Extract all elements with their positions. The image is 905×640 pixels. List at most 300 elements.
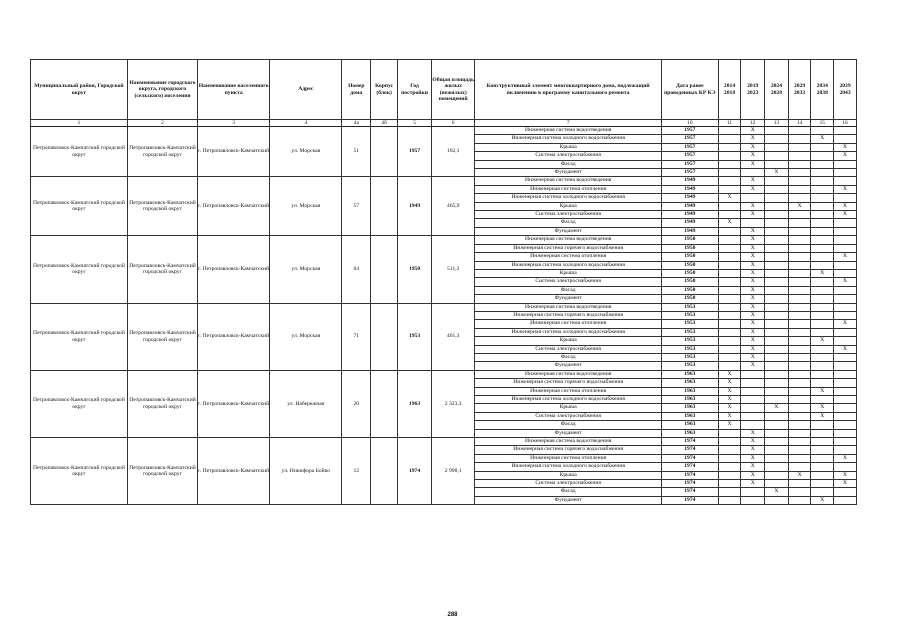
column-number: 4 [270, 120, 342, 127]
element-name-cell: Система электроснабжения [475, 480, 662, 488]
period-mark-cell [741, 387, 765, 395]
element-name-cell: Инженерная система горячего водоснабжения [475, 446, 662, 454]
period-mark-cell [811, 185, 834, 193]
period-mark-cell: X [811, 387, 834, 395]
period-mark-cell [834, 362, 857, 370]
block-cell [371, 177, 398, 236]
period-mark-cell: X [811, 135, 834, 143]
area-cell: 461,3 [432, 303, 475, 370]
period-mark-cell [765, 227, 789, 235]
element-name-cell: Инженерная система холодного водоснабжения [475, 396, 662, 404]
period-mark-cell [834, 269, 857, 277]
period-mark-cell [788, 370, 811, 378]
period-mark-cell [765, 421, 789, 429]
period-mark-cell [765, 177, 789, 185]
period-mark-cell [765, 253, 789, 261]
period-mark-cell [788, 438, 811, 446]
previous-repair-date-cell: 1950 [661, 253, 718, 261]
element-name-cell: Инженерная система водоотведения [475, 177, 662, 185]
period-mark-cell [765, 480, 789, 488]
settlement-cell: Петропавловск-Камчатский городской округ [127, 370, 197, 437]
column-header: Наименование населенного пункта [198, 60, 270, 120]
table-row [31, 303, 857, 311]
previous-repair-date-cell: 1974 [661, 463, 718, 471]
period-mark-cell [788, 269, 811, 277]
table-body [31, 127, 857, 505]
element-name-cell: Инженерная система холодного водоснабжения [475, 328, 662, 336]
column-header: 2014 2018 [718, 60, 741, 120]
block-cell [371, 236, 398, 303]
period-mark-cell [765, 261, 789, 269]
period-mark-cell: X [741, 253, 765, 261]
period-mark-cell [811, 261, 834, 269]
period-mark-cell [788, 253, 811, 261]
district-cell: Петропавловск-Камчатский городской округ [31, 303, 128, 370]
period-mark-cell [811, 227, 834, 235]
period-mark-cell [811, 311, 834, 319]
period-mark-cell [788, 244, 811, 252]
period-mark-cell [718, 480, 741, 488]
period-mark-cell: X [834, 320, 857, 328]
period-mark-cell [765, 429, 789, 437]
period-mark-cell: X [741, 345, 765, 353]
period-mark-cell [834, 396, 857, 404]
previous-repair-date-cell: 1963 [661, 370, 718, 378]
column-header: Корпус (блок) [371, 60, 398, 120]
previous-repair-date-cell: 1953 [661, 303, 718, 311]
period-mark-cell [718, 337, 741, 345]
period-mark-cell [811, 362, 834, 370]
period-mark-cell: X [741, 362, 765, 370]
header-row [31, 60, 857, 120]
period-mark-cell [718, 471, 741, 479]
element-name-cell: Система электроснабжения [475, 345, 662, 353]
period-mark-cell: X [741, 127, 765, 135]
column-number: 3 [198, 120, 270, 127]
period-mark-cell [788, 236, 811, 244]
period-mark-cell [765, 143, 789, 151]
element-name-cell: Система электроснабжения [475, 412, 662, 420]
period-mark-cell [765, 211, 789, 219]
element-name-cell: Фундамент [475, 496, 662, 504]
house-number-cell: 57 [342, 177, 371, 236]
column-number: 14 [788, 120, 811, 127]
period-mark-cell [788, 169, 811, 177]
period-mark-cell [741, 396, 765, 404]
period-mark-cell [718, 236, 741, 244]
element-name-cell: Фундамент [475, 362, 662, 370]
period-mark-cell: X [834, 480, 857, 488]
previous-repair-date-cell: 1950 [661, 236, 718, 244]
previous-repair-date-cell: 1963 [661, 429, 718, 437]
page-number: 288 [447, 612, 458, 618]
period-mark-cell [765, 295, 789, 303]
period-mark-cell [811, 169, 834, 177]
period-mark-cell: X [834, 454, 857, 462]
period-mark-cell [765, 379, 789, 387]
period-mark-cell [788, 311, 811, 319]
build-year-cell: 1974 [398, 438, 432, 505]
locality-cell: г. Петропавловск-Камчатский [198, 370, 270, 437]
period-mark-cell [788, 160, 811, 168]
period-mark-cell: X [741, 311, 765, 319]
element-name-cell: Крыша [475, 269, 662, 277]
column-header: Номер дома [342, 60, 371, 120]
period-mark-cell: X [788, 202, 811, 210]
period-mark-cell: X [718, 370, 741, 378]
period-mark-cell [788, 127, 811, 135]
period-mark-cell [834, 311, 857, 319]
period-mark-cell [811, 379, 834, 387]
period-mark-cell: X [834, 143, 857, 151]
previous-repair-date-cell: 1963 [661, 421, 718, 429]
period-mark-cell [765, 219, 789, 227]
period-mark-cell [765, 320, 789, 328]
period-mark-cell [811, 438, 834, 446]
element-name-cell: Фасад [475, 421, 662, 429]
period-mark-cell [811, 303, 834, 311]
element-name-cell: Инженерная система горячего водоснабжения [475, 379, 662, 387]
column-header: 2029 2033 [788, 60, 811, 120]
period-mark-cell [718, 127, 741, 135]
period-mark-cell [765, 269, 789, 277]
period-mark-cell [834, 488, 857, 496]
element-name-cell: Крыша [475, 202, 662, 210]
area-cell: 2 998,1 [432, 438, 475, 505]
column-header: Адрес [270, 60, 342, 120]
period-mark-cell [765, 244, 789, 252]
period-mark-cell [834, 328, 857, 336]
element-name-cell: Фундамент [475, 295, 662, 303]
period-mark-cell: X [834, 211, 857, 219]
period-mark-cell [811, 421, 834, 429]
table-row [31, 127, 857, 135]
period-mark-cell [788, 404, 811, 412]
period-mark-cell: X [834, 345, 857, 353]
period-mark-cell [765, 135, 789, 143]
previous-repair-date-cell: 1949 [661, 227, 718, 235]
period-mark-cell: X [834, 471, 857, 479]
previous-repair-date-cell: 1950 [661, 278, 718, 286]
period-mark-cell: X [741, 261, 765, 269]
period-mark-cell: X [718, 396, 741, 404]
street-cell: ул. Набережная [270, 370, 342, 437]
street-cell: ул. Морская [270, 236, 342, 303]
street-cell: ул. Никифора Бойко [270, 438, 342, 505]
period-mark-cell [811, 202, 834, 210]
block-cell [371, 438, 398, 505]
element-name-cell: Система электроснабжения [475, 152, 662, 160]
previous-repair-date-cell: 1953 [661, 337, 718, 345]
period-mark-cell [811, 295, 834, 303]
house-number-cell: 51 [342, 127, 371, 177]
period-mark-cell: X [811, 337, 834, 345]
period-mark-cell [788, 135, 811, 143]
period-mark-cell: X [741, 303, 765, 311]
period-mark-cell [741, 194, 765, 202]
period-mark-cell: X [741, 480, 765, 488]
period-mark-cell: X [718, 379, 741, 387]
period-mark-cell [765, 202, 789, 210]
period-mark-cell [811, 370, 834, 378]
period-mark-cell [811, 454, 834, 462]
period-mark-cell: X [718, 421, 741, 429]
table-header [31, 60, 857, 127]
period-mark-cell: X [811, 269, 834, 277]
element-name-cell: Крыша [475, 337, 662, 345]
period-mark-cell [765, 152, 789, 160]
period-mark-cell [834, 370, 857, 378]
previous-repair-date-cell: 1974 [661, 438, 718, 446]
build-year-cell: 1949 [398, 177, 432, 236]
period-mark-cell [811, 480, 834, 488]
period-mark-cell [788, 488, 811, 496]
element-name-cell: Инженерная система водоотведения [475, 127, 662, 135]
period-mark-cell: X [741, 295, 765, 303]
table-row [31, 236, 857, 244]
period-mark-cell: X [718, 219, 741, 227]
street-cell: ул. Морская [270, 127, 342, 177]
period-mark-cell [811, 160, 834, 168]
period-mark-cell [811, 211, 834, 219]
period-mark-cell [788, 379, 811, 387]
period-mark-cell [788, 446, 811, 454]
previous-repair-date-cell: 1963 [661, 412, 718, 420]
period-mark-cell [765, 438, 789, 446]
block-cell [371, 127, 398, 177]
period-mark-cell [788, 194, 811, 202]
period-mark-cell [718, 286, 741, 294]
period-mark-cell [718, 135, 741, 143]
district-cell: Петропавловск-Камчатский городской округ [31, 438, 128, 505]
period-mark-cell: X [811, 412, 834, 420]
period-mark-cell [788, 320, 811, 328]
period-mark-cell [718, 227, 741, 235]
period-mark-cell [765, 362, 789, 370]
period-mark-cell: X [741, 152, 765, 160]
element-name-cell: Система электроснабжения [475, 211, 662, 219]
period-mark-cell [718, 328, 741, 336]
period-mark-cell [718, 185, 741, 193]
period-mark-cell [718, 454, 741, 462]
period-mark-cell [765, 286, 789, 294]
period-mark-cell [718, 244, 741, 252]
column-number: 1 [31, 120, 128, 127]
period-mark-cell [718, 253, 741, 261]
period-mark-cell [788, 412, 811, 420]
locality-cell: г. Петропавловск-Камчатский [198, 438, 270, 505]
build-year-cell: 1957 [398, 127, 432, 177]
element-name-cell: Крыша [475, 143, 662, 151]
period-mark-cell [811, 446, 834, 454]
period-mark-cell [788, 286, 811, 294]
period-mark-cell [765, 337, 789, 345]
house-number-cell: 12 [342, 438, 371, 505]
area-cell: 2 323,3 [432, 370, 475, 437]
period-mark-cell: X [834, 202, 857, 210]
period-mark-cell [765, 412, 789, 420]
settlement-cell: Петропавловск-Камчатский городской округ [127, 303, 197, 370]
previous-repair-date-cell: 1974 [661, 454, 718, 462]
block-cell [371, 303, 398, 370]
column-number: 13 [765, 120, 789, 127]
period-mark-cell [788, 177, 811, 185]
period-mark-cell [834, 429, 857, 437]
period-mark-cell [765, 194, 789, 202]
period-mark-cell [834, 404, 857, 412]
column-number: 11 [718, 120, 741, 127]
period-mark-cell [718, 303, 741, 311]
column-header: Конструктивный элемент многоквартирного дома, подлежащий включению в программу капитального ремонта [475, 60, 662, 120]
period-mark-cell [788, 353, 811, 361]
period-mark-cell: X [788, 471, 811, 479]
period-mark-cell [834, 227, 857, 235]
district-cell: Петропавловск-Камчатский городской округ [31, 177, 128, 236]
period-mark-cell [788, 454, 811, 462]
period-mark-cell [718, 261, 741, 269]
period-mark-cell: X [741, 471, 765, 479]
document-sheet [30, 59, 857, 505]
column-number: 6 [432, 120, 475, 127]
column-number: 12 [741, 120, 765, 127]
period-mark-cell [811, 278, 834, 286]
element-name-cell: Инженерная система горячего водоснабжения [475, 244, 662, 252]
period-mark-cell [741, 169, 765, 177]
settlement-cell: Петропавловск-Камчатский городской округ [127, 236, 197, 303]
period-mark-cell [811, 345, 834, 353]
street-cell: ул. Морская [270, 177, 342, 236]
element-name-cell: Фундамент [475, 169, 662, 177]
element-name-cell: Инженерная система отопления [475, 185, 662, 193]
previous-repair-date-cell: 1963 [661, 404, 718, 412]
period-mark-cell [811, 429, 834, 437]
period-mark-cell [811, 488, 834, 496]
house-number-cell: 20 [342, 370, 371, 437]
period-mark-cell [741, 496, 765, 504]
period-mark-cell [718, 160, 741, 168]
period-mark-cell: X [741, 446, 765, 454]
element-name-cell: Инженерная система отопления [475, 454, 662, 462]
settlement-cell: Петропавловск-Камчатский городской округ [127, 438, 197, 505]
period-mark-cell [718, 353, 741, 361]
settlement-cell: Петропавловск-Камчатский городской округ [127, 127, 197, 177]
period-mark-cell: X [811, 496, 834, 504]
column-header: 2034 2038 [811, 60, 834, 120]
previous-repair-date-cell: 1953 [661, 362, 718, 370]
block-cell [371, 370, 398, 437]
previous-repair-date-cell: 1957 [661, 135, 718, 143]
period-mark-cell: X [834, 185, 857, 193]
element-name-cell: Инженерная система отопления [475, 387, 662, 395]
column-number: 16 [834, 120, 857, 127]
previous-repair-date-cell: 1963 [661, 379, 718, 387]
period-mark-cell [834, 463, 857, 471]
previous-repair-date-cell: 1974 [661, 480, 718, 488]
period-mark-cell [811, 463, 834, 471]
period-mark-cell [788, 219, 811, 227]
column-header: 2024 2028 [765, 60, 789, 120]
period-mark-cell [834, 337, 857, 345]
build-year-cell: 1963 [398, 370, 432, 437]
period-mark-cell [834, 160, 857, 168]
period-mark-cell [718, 211, 741, 219]
element-name-cell: Инженерная система холодного водоснабжения [475, 194, 662, 202]
period-mark-cell: X [834, 152, 857, 160]
period-mark-cell [811, 244, 834, 252]
period-mark-cell [788, 480, 811, 488]
previous-repair-date-cell: 1957 [661, 143, 718, 151]
period-mark-cell [834, 295, 857, 303]
previous-repair-date-cell: 1949 [661, 194, 718, 202]
period-mark-cell [741, 370, 765, 378]
period-mark-cell [765, 236, 789, 244]
period-mark-cell [765, 496, 789, 504]
previous-repair-date-cell: 1949 [661, 202, 718, 210]
column-header: Год постройки [398, 60, 432, 120]
period-mark-cell [788, 303, 811, 311]
element-name-cell: Фасад [475, 286, 662, 294]
previous-repair-date-cell: 1949 [661, 177, 718, 185]
previous-repair-date-cell: 1963 [661, 396, 718, 404]
period-mark-cell [788, 211, 811, 219]
period-mark-cell [811, 396, 834, 404]
repair-program-table [30, 59, 857, 505]
previous-repair-date-cell: 1957 [661, 127, 718, 135]
element-name-cell: Инженерная система водоотведения [475, 303, 662, 311]
area-cell: 511,2 [432, 236, 475, 303]
period-mark-cell [788, 152, 811, 160]
element-name-cell: Инженерная система холодного водоснабжения [475, 135, 662, 143]
column-header: 2039 2043 [834, 60, 857, 120]
period-mark-cell [718, 177, 741, 185]
period-mark-cell [788, 261, 811, 269]
period-mark-cell [788, 295, 811, 303]
settlement-cell: Петропавловск-Камчатский городской округ [127, 177, 197, 236]
previous-repair-date-cell: 1950 [661, 261, 718, 269]
period-mark-cell [765, 278, 789, 286]
period-mark-cell [718, 345, 741, 353]
period-mark-cell [788, 362, 811, 370]
period-mark-cell: X [741, 286, 765, 294]
locality-cell: г. Петропавловск-Камчатский [198, 127, 270, 177]
column-header: Дата ранее проведенных КР КЭ [661, 60, 718, 120]
column-header: 2019 2023 [741, 60, 765, 120]
period-mark-cell [788, 496, 811, 504]
period-mark-cell [811, 286, 834, 294]
period-mark-cell [788, 278, 811, 286]
period-mark-cell [788, 387, 811, 395]
period-mark-cell: X [834, 278, 857, 286]
street-cell: ул. Морская [270, 303, 342, 370]
period-mark-cell: X [741, 337, 765, 345]
build-year-cell: 1953 [398, 303, 432, 370]
previous-repair-date-cell: 1949 [661, 219, 718, 227]
period-mark-cell: X [834, 253, 857, 261]
period-mark-cell [765, 370, 789, 378]
period-mark-cell [718, 438, 741, 446]
previous-repair-date-cell: 1953 [661, 328, 718, 336]
element-name-cell: Инженерная система холодного водоснабжения [475, 261, 662, 269]
column-header: Муниципальный район, Городской округ [31, 60, 128, 120]
period-mark-cell [834, 236, 857, 244]
period-mark-cell: X [741, 463, 765, 471]
previous-repair-date-cell: 1953 [661, 353, 718, 361]
element-name-cell: Фасад [475, 488, 662, 496]
locality-cell: г. Петропавловск-Камчатский [198, 177, 270, 236]
previous-repair-date-cell: 1949 [661, 185, 718, 193]
house-number-cell: 64 [342, 236, 371, 303]
period-mark-cell: X [741, 211, 765, 219]
